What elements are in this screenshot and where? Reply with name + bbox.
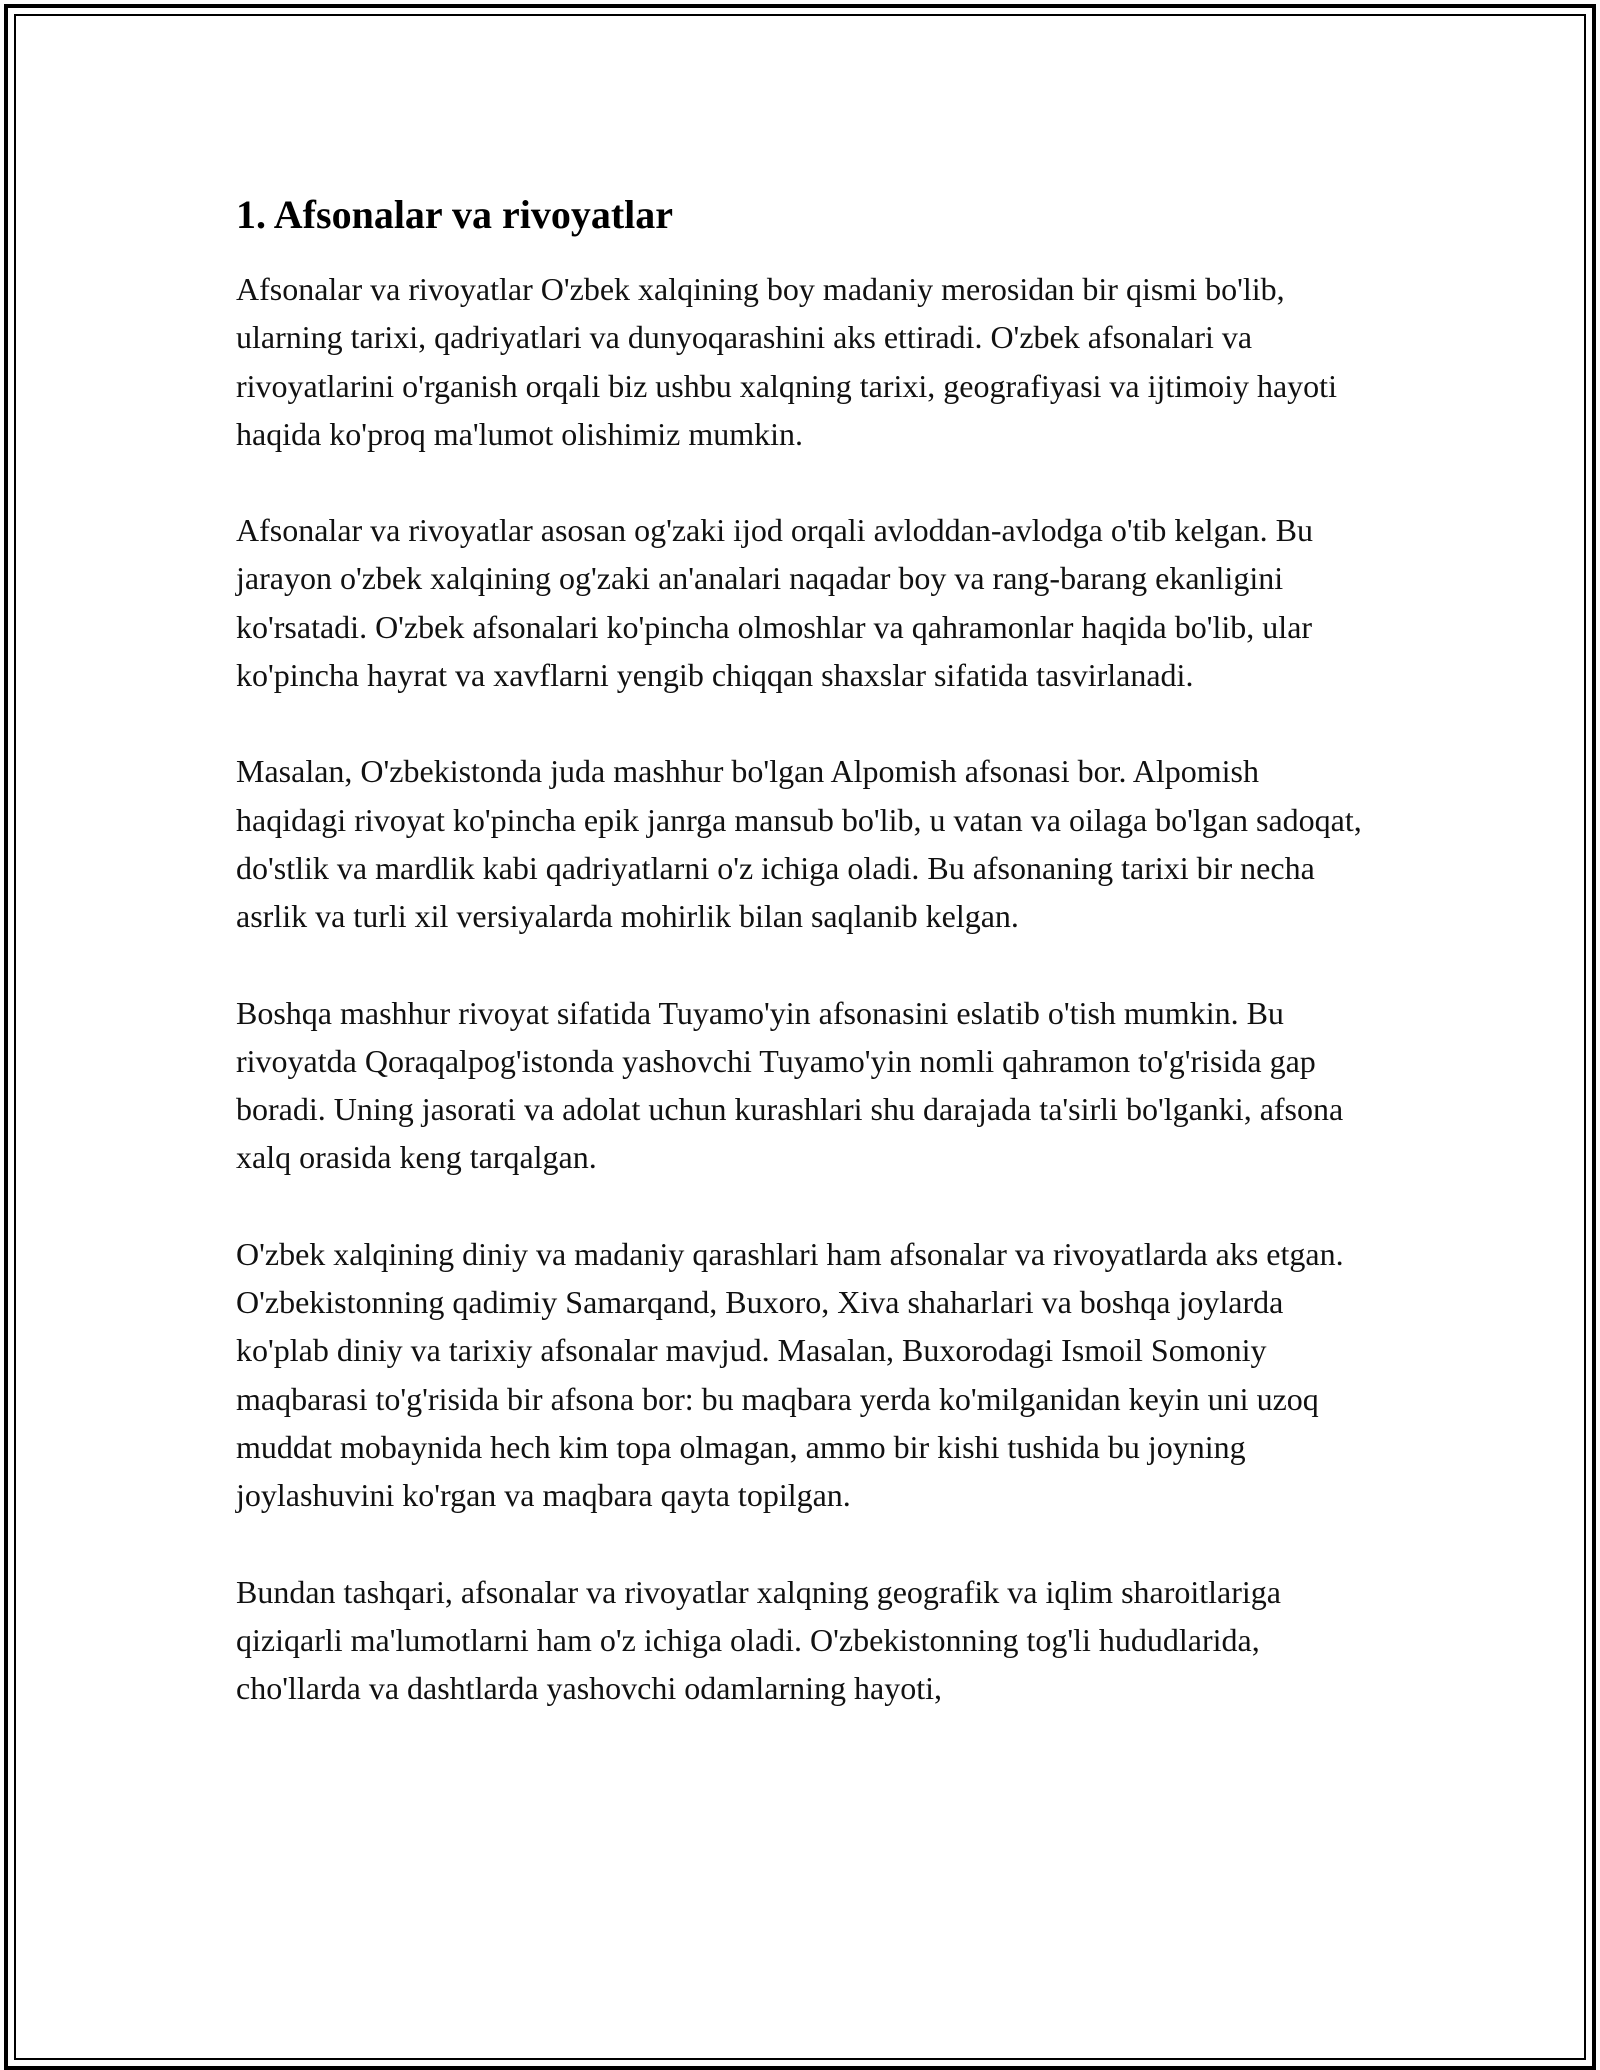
paragraph-4: Boshqa mashhur rivoyat sifatida Tuyamo'yin afsonasini eslatib o'tish mumkin. Bu rivoyatda Qoraqalpog'istonda yashovchi Tuyamo'yin nomli qahramon to'g'risida gap boradi. Uning jasorati va adolat uchun kurashlari shu darajada ta'sirli bo'lganki, afsona xalq orasida keng tarqalgan.: [236, 994, 1344, 1176]
paragraph-6: Bundan tashqari, afsonalar va rivoyatlar xalqning geografik va iqlim sharoitlariga qiziqarli ma'lumotlarni ham o'z ichiga oladi. O'zbekistonning tog'li hududlarida, cho'llarda va dashtlarda yashovchi odamlarning hayoti,: [236, 1573, 1281, 1707]
paragraph-5: O'zbek xalqining diniy va madaniy qarashlari ham afsonalar va rivoyatlarda aks etgan. O'zbekistonning qadimiy Samarqand, Buxoro, Xiva shaharlari va boshqa joylarda ko'plab diniy va tarixiy afsonalar mavjud. Masalan, Buxorodagi Ismoil Somoniy maqbarasi to'g'risida bir afsona bor: bu maqbara yerda ko'milganidan keyin uni uzoq muddat mobaynida hech kim topa olmagan, ammo bir kishi tushida bu joyning joylashuvini ko'rgan va maqbara qayta topilgan.: [236, 1235, 1344, 1514]
paragraph-2: Afsonalar va rivoyatlar asosan og'zaki ijod orqali avloddan-avlodga o'tib kelgan. Bu jarayon o'zbek xalqining og'zaki an'analari naqadar boy va rang-barang ekanligini ko'rsatadi. O'zbek afsonalari ko'pincha olmoshlar va qahramonlar haqida bo'lib, ular ko'pincha hayrat va xavflarni yengib chiqqan shaxslar sifatida tasvirlanadi.: [236, 512, 1313, 694]
section-heading: 1. Afsonalar va rivoyatlar: [236, 192, 674, 237]
paragraph-3: Masalan, O'zbekistonda juda mashhur bo'lgan Alpomish afsonasi bor. Alpomish haqidagi rivoyat ko'pincha epik janrga mansub bo'lib, u vatan va oilaga bo'lgan sadoqat, do'stlik va mardlik kabi qadriyatlarni o'z ichiga oladi. Bu afsonaning tarixi bir necha asrlik va turli xil versiyalarda mohirlik bilan saqlanib kelgan.: [236, 753, 1362, 935]
document-body: [236, 185, 1376, 1760]
paragraph-1: Afsonalar va rivoyatlar O'zbek xalqining boy madaniy merosidan bir qismi bo'lib, ularning tarixi, qadriyatlari va dunyoqarashini aks ettiradi. O'zbek afsonalari va rivoyatlarini o'rganish orqali biz ushbu xalqning tarixi, geografiyasi va ijtimoiy hayoti haqida ko'proq ma'lumot olishimiz mumkin.: [236, 271, 1337, 452]
